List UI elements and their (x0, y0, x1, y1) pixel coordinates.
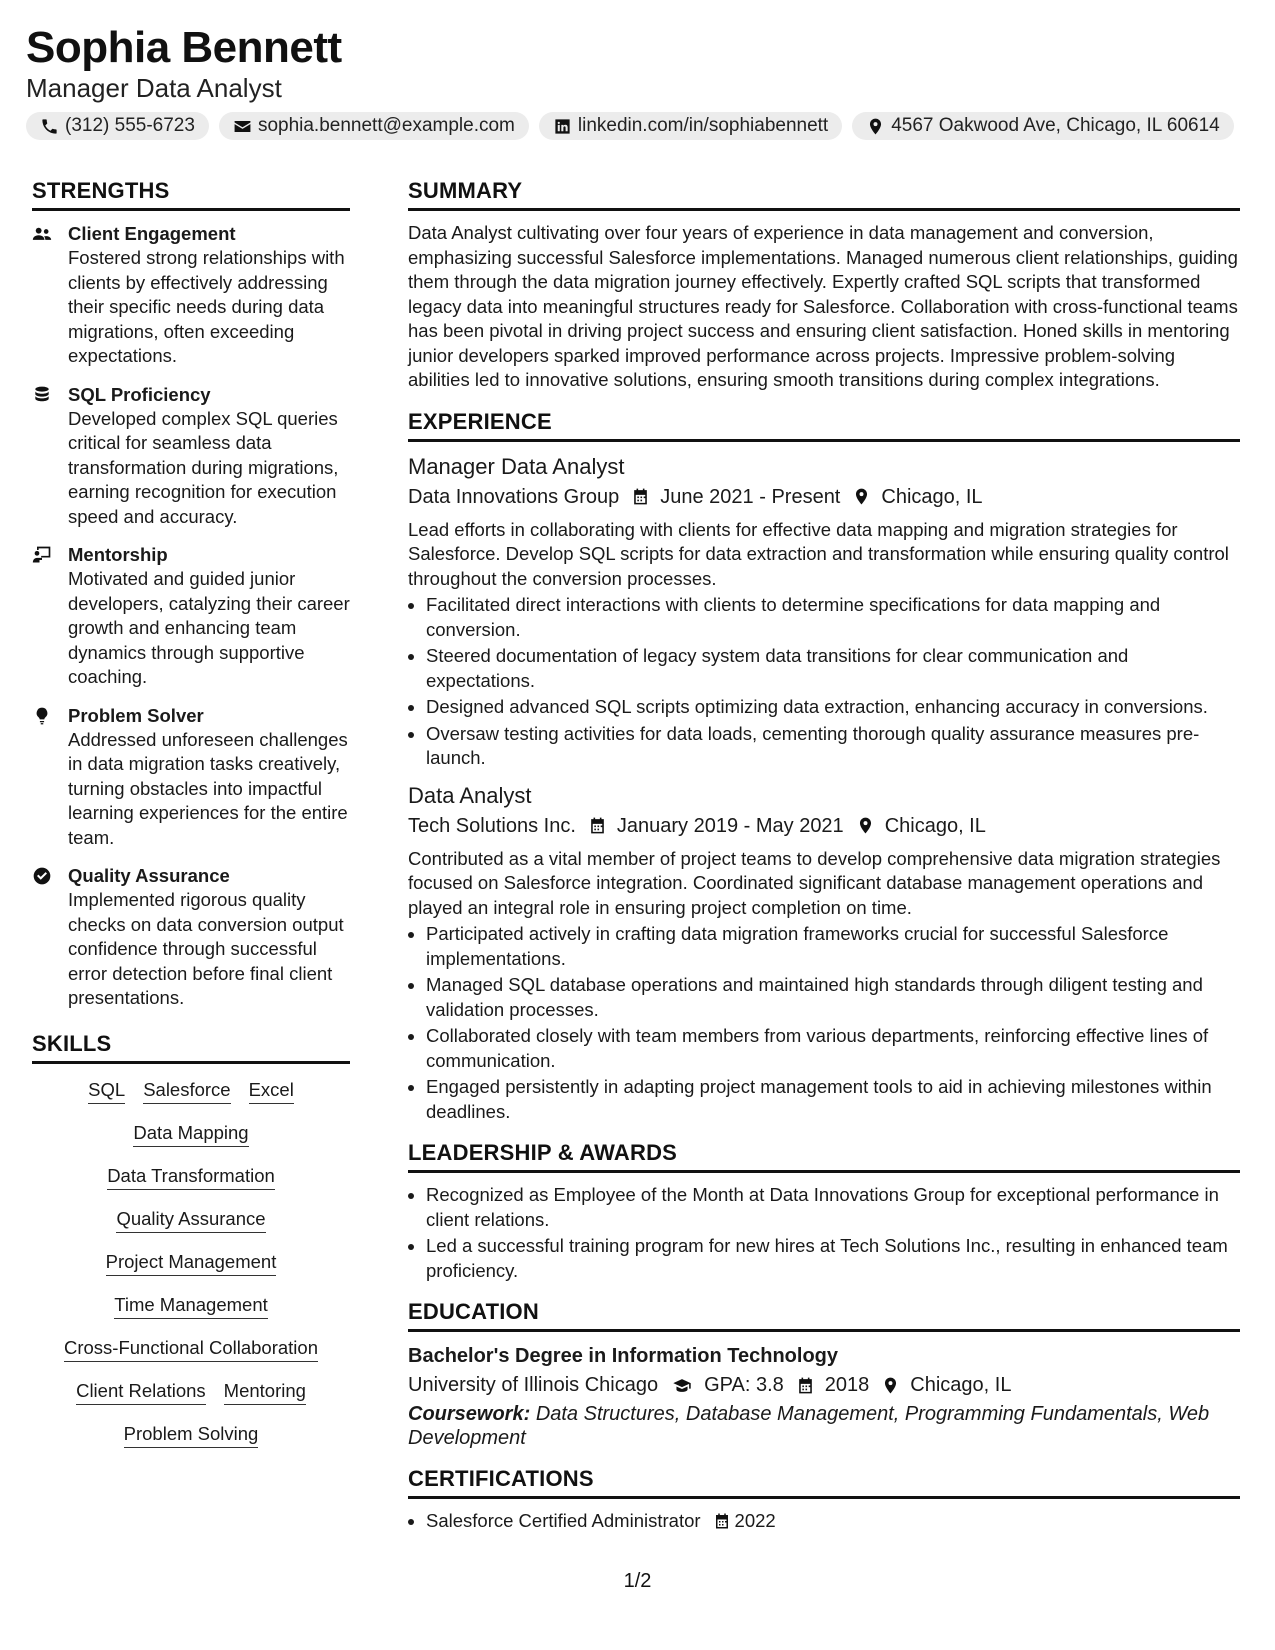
certification-item (426, 1509, 1240, 1534)
contact-linkedin[interactable] (539, 112, 842, 140)
job-bullet: • Oversaw testing activities for data loads, cementing thorough quality assurance measures pre-launch. (426, 722, 1240, 771)
check-circle-icon (32, 866, 52, 886)
award-item: • Led a successful training program for new hires at Tech Solutions Inc., resulting in enhanced team proficiency. (426, 1234, 1240, 1283)
awards-section (408, 1138, 1240, 1283)
skill-tag: Problem Solving (124, 1422, 259, 1448)
contact-bar (26, 112, 1249, 140)
linkedin-icon (553, 117, 572, 136)
database-icon (32, 385, 52, 405)
page-number: 1/2 (623, 1570, 652, 1592)
coursework-list: Data Structures, Database Management, Programming Fundamentals, Web Development (408, 1403, 1210, 1449)
job-entry (408, 781, 1240, 1125)
skill-row (32, 1336, 350, 1362)
strength-title: Mentorship (68, 544, 168, 565)
strength-title: Client Engagement (68, 223, 236, 244)
left-column (32, 176, 350, 1465)
skill-tag: Mentoring (224, 1379, 306, 1405)
job-bullet: • Steered documentation of legacy system data transitions for clear communication and expectations. (426, 644, 1240, 693)
lightbulb-icon (32, 706, 52, 726)
job-entry (408, 452, 1240, 771)
education-location: Chicago, IL (910, 1374, 1012, 1396)
experience-section (408, 407, 1240, 1125)
strength-title: Quality Assurance (68, 865, 230, 886)
summary-heading: SUMMARY (408, 176, 1240, 211)
calendar-icon (588, 816, 607, 835)
map-pin-icon (852, 487, 871, 506)
job-company: Tech Solutions Inc. (408, 814, 576, 837)
job-bullet: • Designed advanced SQL scripts optimizing data extraction, enhancing accuracy in conversions. (426, 695, 1240, 720)
skill-tag: Quality Assurance (116, 1207, 265, 1233)
skills-list (32, 1078, 350, 1448)
strength-desc: Implemented rigorous quality checks on data conversion output confidence through successful error detection before final client presentations. (68, 889, 344, 1008)
graduation-cap-icon (670, 1376, 694, 1395)
strength-desc: Developed complex SQL queries critical for seamless data transformation during migrations, earning recognition for execution speed and accuracy. (68, 407, 339, 527)
job-dates: June 2021 - Present (660, 485, 841, 508)
candidate-role: Manager Data Analyst (26, 73, 282, 103)
job-description: Lead efforts in collaborating with clients for effective data mapping and migration strategies for Salesforce. Develop SQL scripts for data extraction and transformation while ensuring quality control throughout the conversion processes. (408, 518, 1229, 589)
strength-desc: Addressed unforeseen challenges in data migration tasks creatively, turning obstacles into impactful learning experiences for the entire team. (68, 728, 348, 848)
certification-name: • Salesforce Certified Administrator (426, 1510, 701, 1531)
strength-item (32, 542, 350, 690)
chalkboard-teacher-icon (32, 545, 52, 565)
skill-tag: Time Management (114, 1293, 268, 1319)
job-title: Data Analyst (408, 782, 532, 808)
award-item: • Recognized as Employee of the Month at Data Innovations Group for exceptional performance in client relations. (426, 1183, 1240, 1232)
strength-desc: Fostered strong relationships with clients by effectively addressing their specific needs during data migrations, often exceeding expectations. (68, 247, 345, 366)
awards-heading: LEADERSHIP & AWARDS (408, 1138, 1240, 1173)
linkedin-text: linkedin.com/in/sophiabennett (577, 115, 829, 136)
coursework (408, 1402, 1240, 1450)
skill-tag: SQL (88, 1078, 125, 1104)
job-bullets (408, 593, 1240, 771)
awards-list (408, 1183, 1240, 1283)
job-dates: January 2019 - May 2021 (616, 814, 844, 837)
envelope-icon (233, 117, 252, 136)
skill-tag: Data Transformation (107, 1164, 275, 1190)
skill-tag: Excel (249, 1078, 294, 1104)
right-column (408, 176, 1240, 1536)
skill-row (32, 1078, 350, 1104)
strength-title: SQL Proficiency (68, 383, 211, 405)
education-meta (408, 1370, 1240, 1400)
summary-text: Data Analyst cultivating over four years of experience in data management and conversion, emphasizing successful Salesforce implementations. Managed numerous client relationships, guiding them through the data migration journey effectively. Expertly crafted SQL scripts that transformed legacy data into meaningful structures ready for Salesforce. Collaboration with cross-functional teams has been pivotal in driving project success and ensuring client satisfaction. Honed skills in mentoring junior developers sparked improved performance across projects. Impressive problem-solving abilities led to innovative solutions, ensuring smooth transitions during complex integrations. (408, 222, 1238, 390)
coursework-label: Coursework: (408, 1403, 531, 1425)
calendar-icon (631, 487, 650, 506)
skill-tag: Project Management (106, 1250, 277, 1276)
strengths-heading: STRENGTHS (32, 176, 350, 211)
certifications-list (408, 1509, 1240, 1534)
job-location: Chicago, IL (881, 485, 983, 508)
job-meta (408, 811, 1240, 841)
graduation-year: 2018 (824, 1374, 870, 1396)
strength-item (32, 863, 350, 1011)
job-bullets (408, 922, 1240, 1124)
map-pin-icon (856, 816, 875, 835)
contact-email[interactable] (219, 112, 529, 140)
skill-row (32, 1121, 350, 1147)
candidate-name: Sophia Bennett (26, 23, 342, 72)
strength-item (32, 221, 350, 369)
map-pin-icon (881, 1376, 900, 1395)
map-pin-icon (866, 117, 885, 136)
phone-text: (312) 555-6723 (65, 115, 195, 136)
calendar-icon (713, 1512, 731, 1530)
contact-address[interactable] (852, 112, 1234, 140)
skill-tag: Data Mapping (133, 1121, 248, 1147)
education-section (408, 1297, 1240, 1450)
job-bullet: • Engaged persistently in adapting project management tools to aid in achieving milestones within deadlines. (426, 1075, 1240, 1124)
job-title: Manager Data Analyst (408, 453, 625, 479)
address-text: 4567 Oakwood Ave, Chicago, IL 60614 (891, 115, 1220, 136)
skills-heading: SKILLS (32, 1029, 350, 1064)
gpa-text: GPA: 3.8 (704, 1374, 784, 1396)
skill-row (32, 1422, 350, 1448)
skill-tag: Salesforce (143, 1078, 230, 1104)
experience-heading: EXPERIENCE (408, 407, 1240, 442)
school-name: University of Illinois Chicago (408, 1374, 659, 1396)
certification-year: 2022 (734, 1510, 776, 1531)
job-company: Data Innovations Group (408, 485, 620, 508)
strength-desc: Motivated and guided junior developers, catalyzing their career growth and enhancing team dynamics through supportive coaching. (68, 568, 350, 687)
degree-title: Bachelor's Degree in Information Technology (408, 1345, 839, 1367)
email-text: sophia.bennett@example.com (257, 115, 515, 136)
job-description: Contributed as a vital member of project teams to develop comprehensive data migration strategies focused on Salesforce integration. Coordinated significant database management operations and played an integral role in ensuring project completion on time. (408, 847, 1221, 918)
certifications-section (408, 1464, 1240, 1534)
strength-title: Problem Solver (68, 704, 204, 726)
job-bullet: • Managed SQL database operations and maintained high standards through diligent testing and validation processes. (426, 973, 1240, 1022)
phone-icon (40, 117, 59, 136)
skill-row (32, 1250, 350, 1276)
strength-item (32, 382, 350, 530)
contact-phone[interactable] (26, 112, 209, 140)
job-bullet: • Participated actively in crafting data migration frameworks crucial for successful Salesforce implementations. (426, 922, 1240, 971)
strength-item (32, 703, 350, 851)
skill-row (32, 1293, 350, 1319)
skill-row (32, 1207, 350, 1233)
skill-tag: Cross-Functional Collaboration (64, 1336, 318, 1362)
job-bullet: • Facilitated direct interactions with clients to determine specifications for data mapping and conversion. (426, 593, 1240, 642)
skill-row (32, 1379, 350, 1405)
job-location: Chicago, IL (884, 814, 986, 837)
education-heading: EDUCATION (408, 1297, 1240, 1332)
certifications-heading: CERTIFICATIONS (408, 1464, 1240, 1499)
calendar-icon (796, 1376, 815, 1395)
job-bullet: • Collaborated closely with team members from various departments, reinforcing effective lines of communication. (426, 1024, 1240, 1073)
users-icon (32, 224, 52, 244)
job-meta (408, 482, 1240, 512)
skill-row (32, 1164, 350, 1190)
resume-header (26, 22, 1249, 140)
skill-tag: Client Relations (76, 1379, 206, 1405)
